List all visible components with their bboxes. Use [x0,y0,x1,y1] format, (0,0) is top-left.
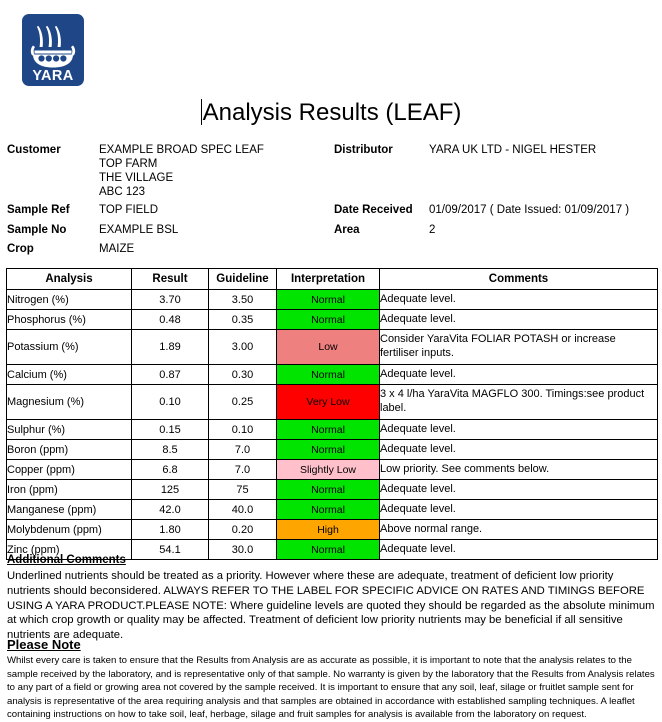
cell-comments: Above normal range. [380,520,658,540]
meta-row-postcode [7,185,337,199]
table-body [7,290,658,560]
status-badge: Very Low [277,385,380,420]
cell-guideline: 0.25 [209,385,277,420]
cell-comments: Adequate level. [380,310,658,330]
cell-analysis: Molybdenum (ppm) [7,520,132,540]
cell-guideline: 30.0 [209,540,277,560]
meta-value-sample-ref: TOP FIELD [99,204,159,216]
table-row [7,460,658,480]
cell-comments: Adequate level. [380,440,658,460]
yara-logo [22,14,84,86]
meta-label-distributor: Distributor [334,144,393,156]
cell-comments: Adequate level. [380,365,658,385]
meta-row-area [334,221,662,240]
meta-label-customer: Customer [7,144,61,156]
cell-result: 3.70 [132,290,209,310]
cell-comments: Adequate level. [380,500,658,520]
metadata-left-column [7,143,337,258]
viking-ship-icon [22,14,84,86]
meta-row-crop [7,240,337,258]
table-row [7,310,658,330]
cell-result: 1.89 [132,330,209,365]
cell-result: 125 [132,480,209,500]
status-badge: Normal [277,480,380,500]
cell-comments: Adequate level. [380,420,658,440]
please-note-heading: Please Note [7,637,81,652]
status-badge: Normal [277,440,380,460]
meta-row-spacer-3 [334,185,662,199]
table-row [7,420,658,440]
table-row [7,440,658,460]
table-row [7,520,658,540]
meta-value-address-2: THE VILLAGE [99,172,174,184]
cell-comments: Adequate level. [380,480,658,500]
meta-value-distributor: YARA UK LTD - NIGEL HESTER [429,144,597,156]
table-header [7,269,658,290]
page-title-row [0,99,662,127]
status-badge: Normal [277,310,380,330]
please-note-body: Whilst every care is taken to ensure that the Results from Analysis are as accurate as possible, it is important to note that the analysis relates to the sample received by the laboratory, and is representative only of that sample. No warranty is given by the laboratory that the Results from Analysis relates to any part of a field or growing area not covered by the sample received. It is important to ensure that any soil, leaf, silage or fruitlet sample sent for analysis is representative of the area requiring analysis and that samples are obtained in accordance with established sampling techniques. A leaflet containing instructions on how to take soil, leaf, herbage, silage and fruit samples for analysis is available from the laboratory on request. [7,655,655,721]
cell-analysis: Calcium (%) [7,365,132,385]
meta-label-sample-ref: Sample Ref [7,204,70,216]
cell-analysis: Manganese (ppm) [7,500,132,520]
cell-guideline: 0.30 [209,365,277,385]
cell-result: 6.8 [132,460,209,480]
table-row [7,385,658,420]
cell-result: 1.80 [132,520,209,540]
status-badge: Slightly Low [277,460,380,480]
meta-value-date-received: 01/09/2017 ( Date Issued: 01/09/2017 ) [429,204,630,216]
meta-row-address-2 [7,171,337,185]
logo-background [22,14,84,86]
meta-label-crop: Crop [7,243,34,255]
status-badge: Normal [277,500,380,520]
status-badge: Normal [277,420,380,440]
column-header-analysis: Analysis [7,269,132,290]
cell-comments: Low priority. See comments below. [380,460,658,480]
status-badge: High [277,520,380,540]
cell-guideline: 3.50 [209,290,277,310]
results-table-container [6,268,657,560]
cell-guideline: 40.0 [209,500,277,520]
page-title: Analysis Results (LEAF) [202,99,462,126]
meta-row-distributor [334,143,662,157]
meta-value-customer: EXAMPLE BROAD SPEC LEAF [99,144,264,156]
meta-row-spacer-2 [334,171,662,185]
metadata-right-column [334,143,662,240]
cell-analysis: Nitrogen (%) [7,290,132,310]
meta-label-sample-no: Sample No [7,224,67,236]
table-row [7,330,658,365]
cell-result: 0.48 [132,310,209,330]
cell-guideline: 0.10 [209,420,277,440]
meta-value-sample-no: EXAMPLE BSL [99,224,179,236]
cell-analysis: Magnesium (%) [7,385,132,420]
cell-guideline: 3.00 [209,330,277,365]
meta-label-date-received: Date Received [334,204,413,216]
meta-row-address-1 [7,157,337,171]
cell-comments: Adequate level. [380,540,658,560]
cell-guideline: 7.0 [209,460,277,480]
status-badge: Normal [277,540,380,560]
meta-value-crop: MAIZE [99,243,135,255]
cell-comments: Consider YaraVita FOLIAR POTASH or increase fertiliser inputs. [380,330,658,365]
additional-comments-heading: Additional Comments [7,554,126,566]
cell-analysis: Potassium (%) [7,330,132,365]
status-badge: Low [277,330,380,365]
text-cursor [201,99,202,125]
meta-row-spacer-1 [334,157,662,171]
cell-guideline: 0.35 [209,310,277,330]
cell-comments: Adequate level. [380,290,658,310]
table-row [7,365,658,385]
meta-row-sample-no [7,221,337,240]
cell-analysis: Phosphorus (%) [7,310,132,330]
meta-row-customer [7,143,337,157]
cell-result: 0.87 [132,365,209,385]
column-header-guideline: Guideline [209,269,277,290]
status-badge: Normal [277,290,380,310]
meta-row-date-received [334,199,662,221]
table-row [7,290,658,310]
meta-label-area: Area [334,224,360,236]
cell-analysis: Zinc (ppm) [7,540,132,560]
additional-comments-section [7,550,655,643]
column-header-comments: Comments [380,269,658,290]
table-row [7,480,658,500]
cell-guideline: 0.20 [209,520,277,540]
meta-value-address-1: TOP FARM [99,158,158,170]
cell-result: 8.5 [132,440,209,460]
cell-result: 54.1 [132,540,209,560]
logo-wordmark: YARA [32,68,74,84]
additional-comments-body: Underlined nutrients should be treated as a priority. However where these are adequate, treatment of deficient low priority nutrients should beconsidered. ALWAYS REFER TO THE LABEL FOR SPECIFIC ADVICE ON RATES AND TIMINGS BEFORE USING A YARA PRODUCT.PLEASE NOTE: Where guideline levels are quoted they should be regarded as the absolute minimum at which crop growth or quality may be affected. Treatment of deficient low priority nutrients may be beneficial if all sensitive nutrients are adequate. [7,570,655,642]
meta-value-postcode: ABC 123 [99,186,146,198]
table-row [7,500,658,520]
cell-result: 0.15 [132,420,209,440]
cell-analysis: Copper (ppm) [7,460,132,480]
cell-guideline: 7.0 [209,440,277,460]
column-header-result: Result [132,269,209,290]
table-header-row [7,269,658,290]
meta-row-sample-ref [7,199,337,221]
status-badge: Normal [277,365,380,385]
cell-analysis: Sulphur (%) [7,420,132,440]
cell-guideline: 75 [209,480,277,500]
column-header-interpretation: Interpretation [277,269,380,290]
cell-comments: 3 x 4 l/ha YaraVita MAGFLO 300. Timings:see product label. [380,385,658,420]
cell-analysis: Boron (ppm) [7,440,132,460]
cell-result: 42.0 [132,500,209,520]
analysis-results-table [6,268,658,560]
meta-value-area: 2 [429,224,436,236]
cell-analysis: Iron (ppm) [7,480,132,500]
please-note-section [7,636,655,722]
cell-result: 0.10 [132,385,209,420]
